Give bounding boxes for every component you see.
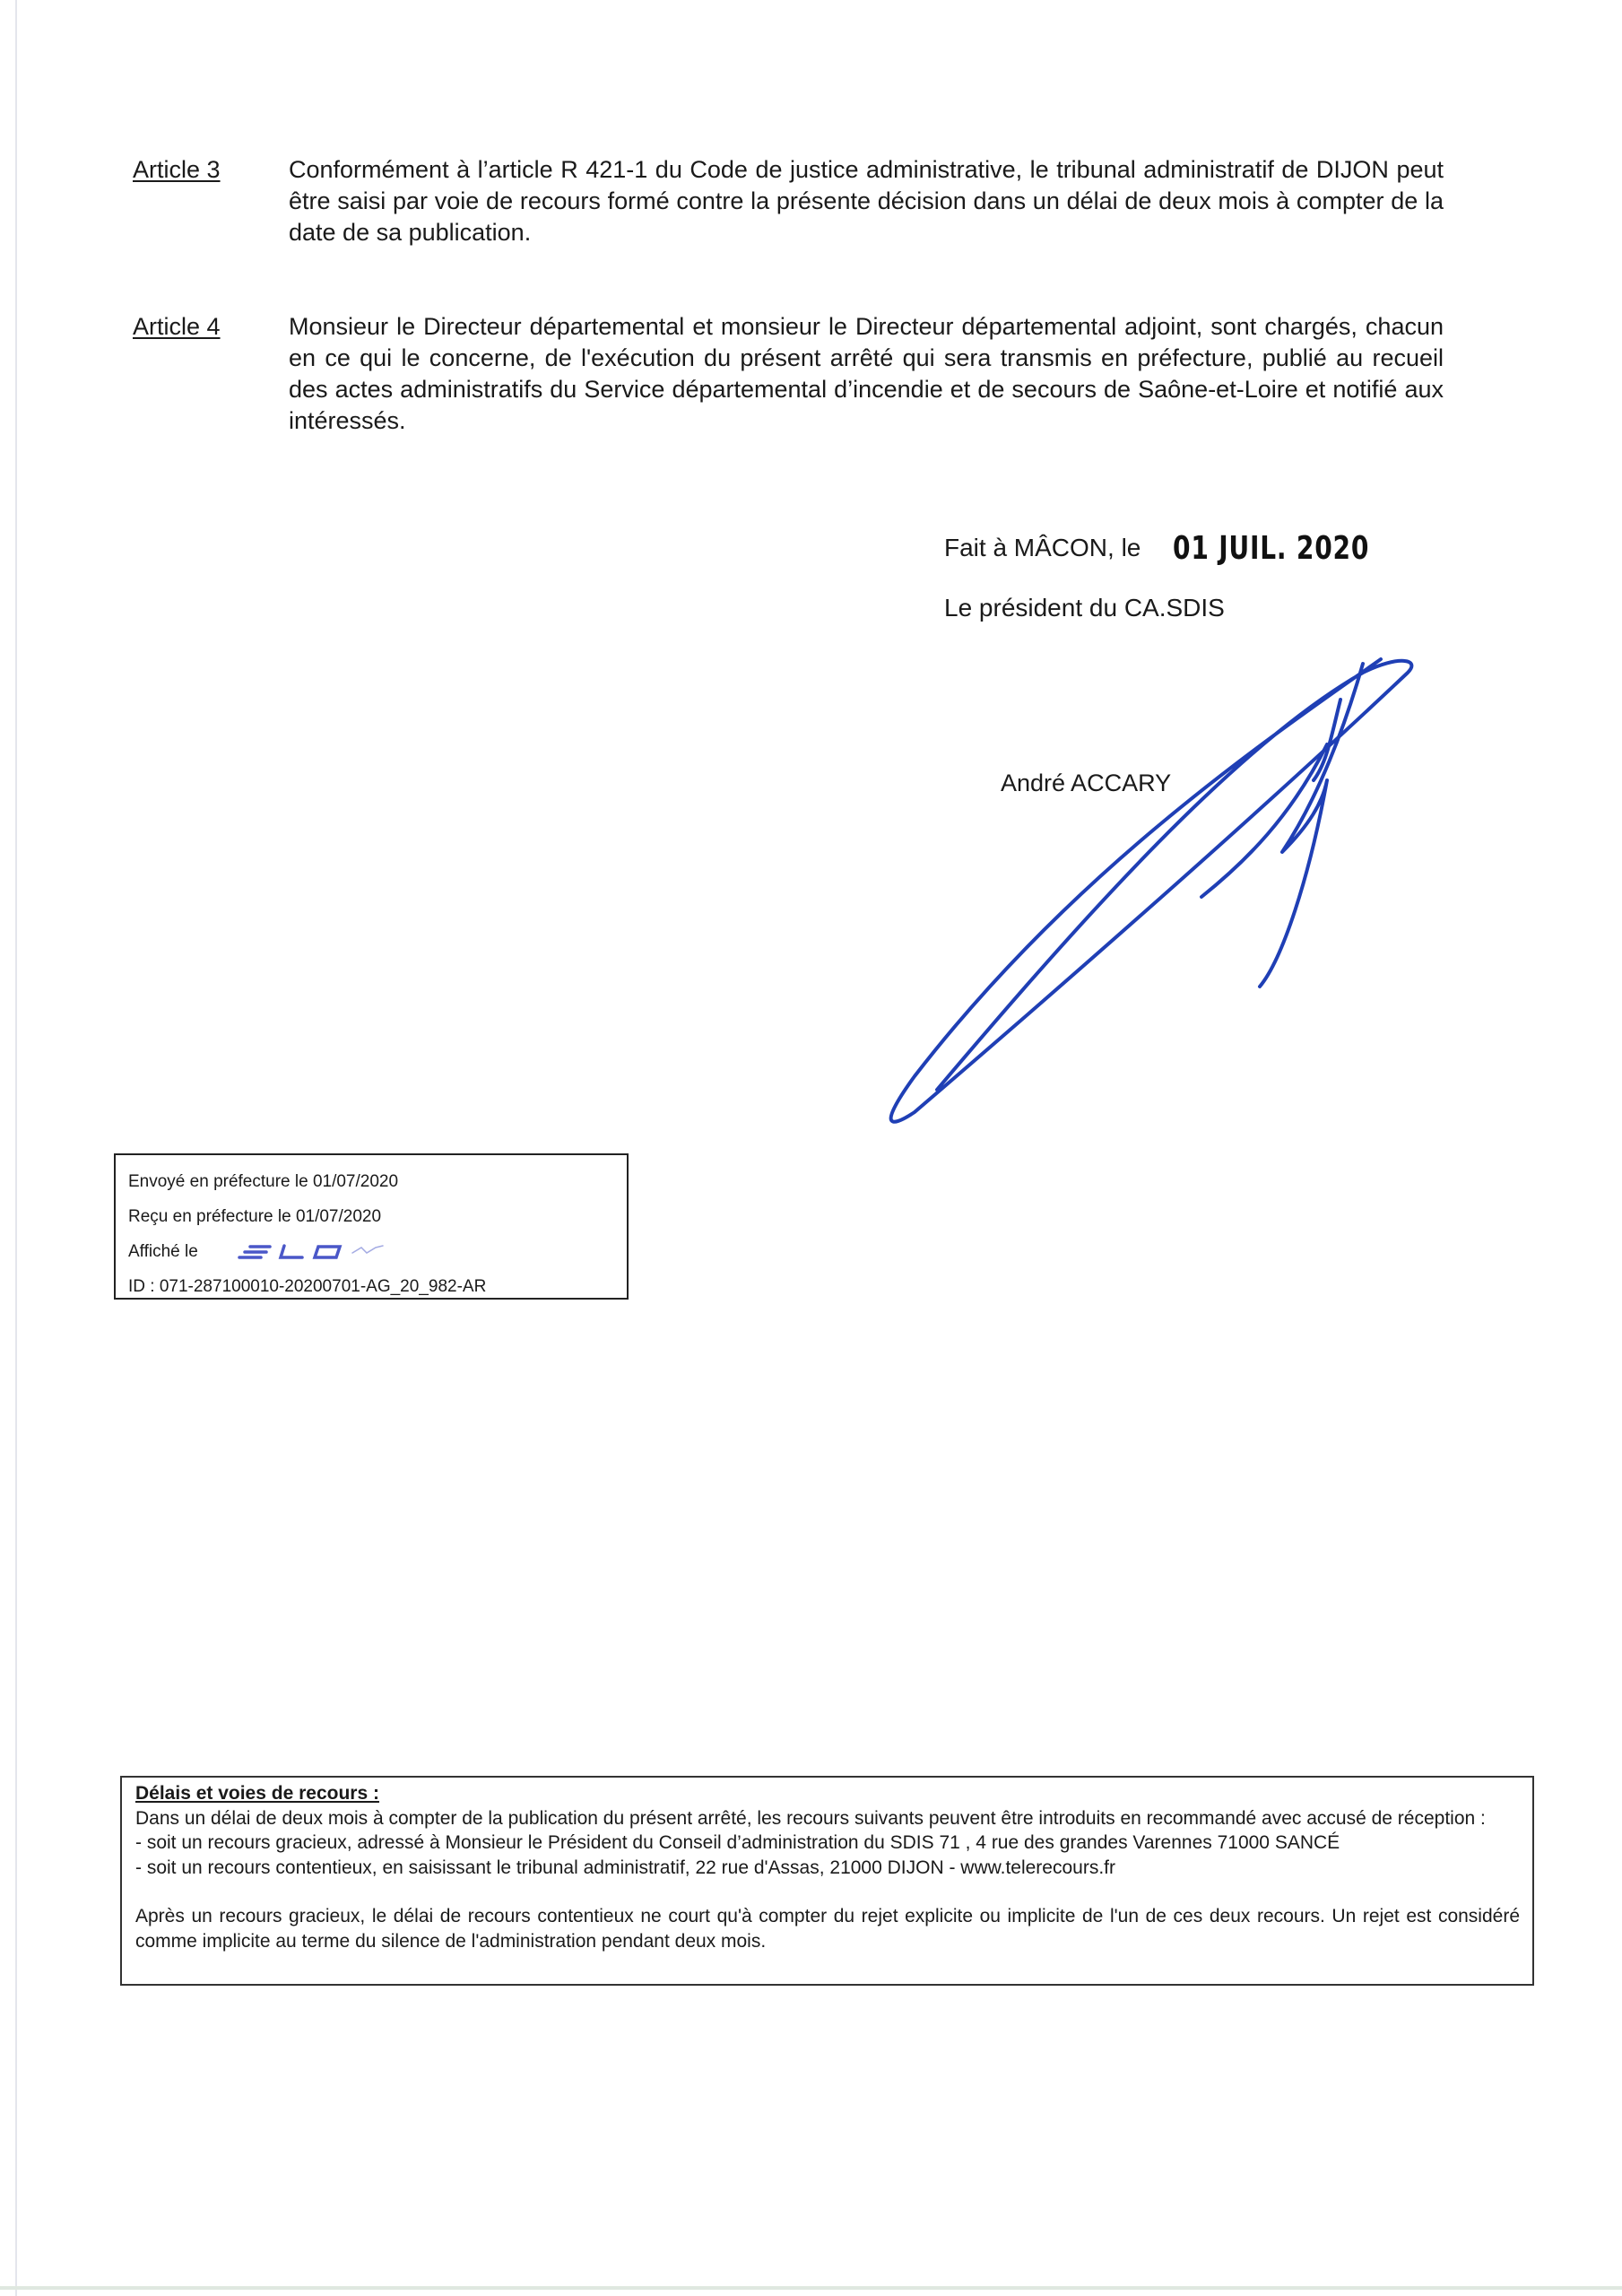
article-3-text: Conformément à l’article R 421-1 du Code de justice administrative, le tribunal administratif de DIJON peut être saisi par voie de recours formé contre la présente décision dans un délai de deux mois à compter de la date de sa publication. xyxy=(289,156,1444,246)
notice-line-contentieux: - soit un recours contentieux, en saisissant le tribunal administratif, 22 rue d'Assas, 21000 DIJON - www.telerecours.fr xyxy=(135,1857,1115,1878)
signer-title: Le président du CA.SDIS xyxy=(944,594,1225,622)
notice-gap xyxy=(135,1880,1520,1904)
notice-closing: Après un recours gracieux, le délai de recours contentieux ne court qu'à compter du rejet explicite ou implicite de l'un de ces deux recours. Un rejet est considéré comme implicite au terme du silence de l'administration pendant deux mois. xyxy=(135,1906,1520,1952)
sent-line: Envoyé en préfecture le 01/07/2020 xyxy=(128,1172,399,1191)
article-4 xyxy=(133,311,1444,444)
scan-edge-left xyxy=(15,0,17,2296)
notice-line-intro: Dans un délai de deux mois à compter de la publication du présent arrêté, les recours suivants peuvent être introduits en recommandé avec accusé de réception : xyxy=(135,1807,1486,1829)
notice-heading: Délais et voies de recours : xyxy=(135,1783,379,1804)
notice-line-gracieux: - soit un recours gracieux, adressé à Monsieur le Président du Conseil d’administration du SDIS 71 , 4 rue des grandes Varennes 71000 SANCÉ xyxy=(135,1832,1340,1853)
handwritten-signature xyxy=(861,646,1435,1130)
article-3 xyxy=(133,154,1444,255)
date-stamp: 01 JUIL. 2020 xyxy=(1173,529,1370,567)
article-3-label: Article 3 xyxy=(133,156,221,183)
article-4-text: Monsieur le Directeur départemental et monsieur le Directeur départemental adjoint, sont chargés, chacun en ce qui le concerne, de l'exécution du présent arrêté qui sera transmis en préfecture, publié au recueil des actes administratifs du Service départemental d’incendie et de secours de Saône-et-Loire et notifié aux intéressés. xyxy=(289,313,1444,434)
place-and-date xyxy=(944,528,1425,568)
act-id-line: ID : 071-287100010-20200701-AG_20_982-AR xyxy=(128,1277,487,1296)
posted-line xyxy=(128,1234,616,1269)
appeal-notice-box xyxy=(120,1776,1534,1986)
scan-edge-bottom xyxy=(0,2286,1622,2290)
prefecture-transmission-box xyxy=(114,1153,629,1300)
place-label: Fait à MÂCON, le xyxy=(944,534,1141,561)
received-line: Reçu en préfecture le 01/07/2020 xyxy=(128,1207,382,1226)
slow-logo-icon xyxy=(234,1242,386,1262)
signer-name: André ACCARY xyxy=(1001,770,1172,796)
posted-label: Affiché le xyxy=(128,1242,198,1261)
article-4-label: Article 4 xyxy=(133,313,221,340)
